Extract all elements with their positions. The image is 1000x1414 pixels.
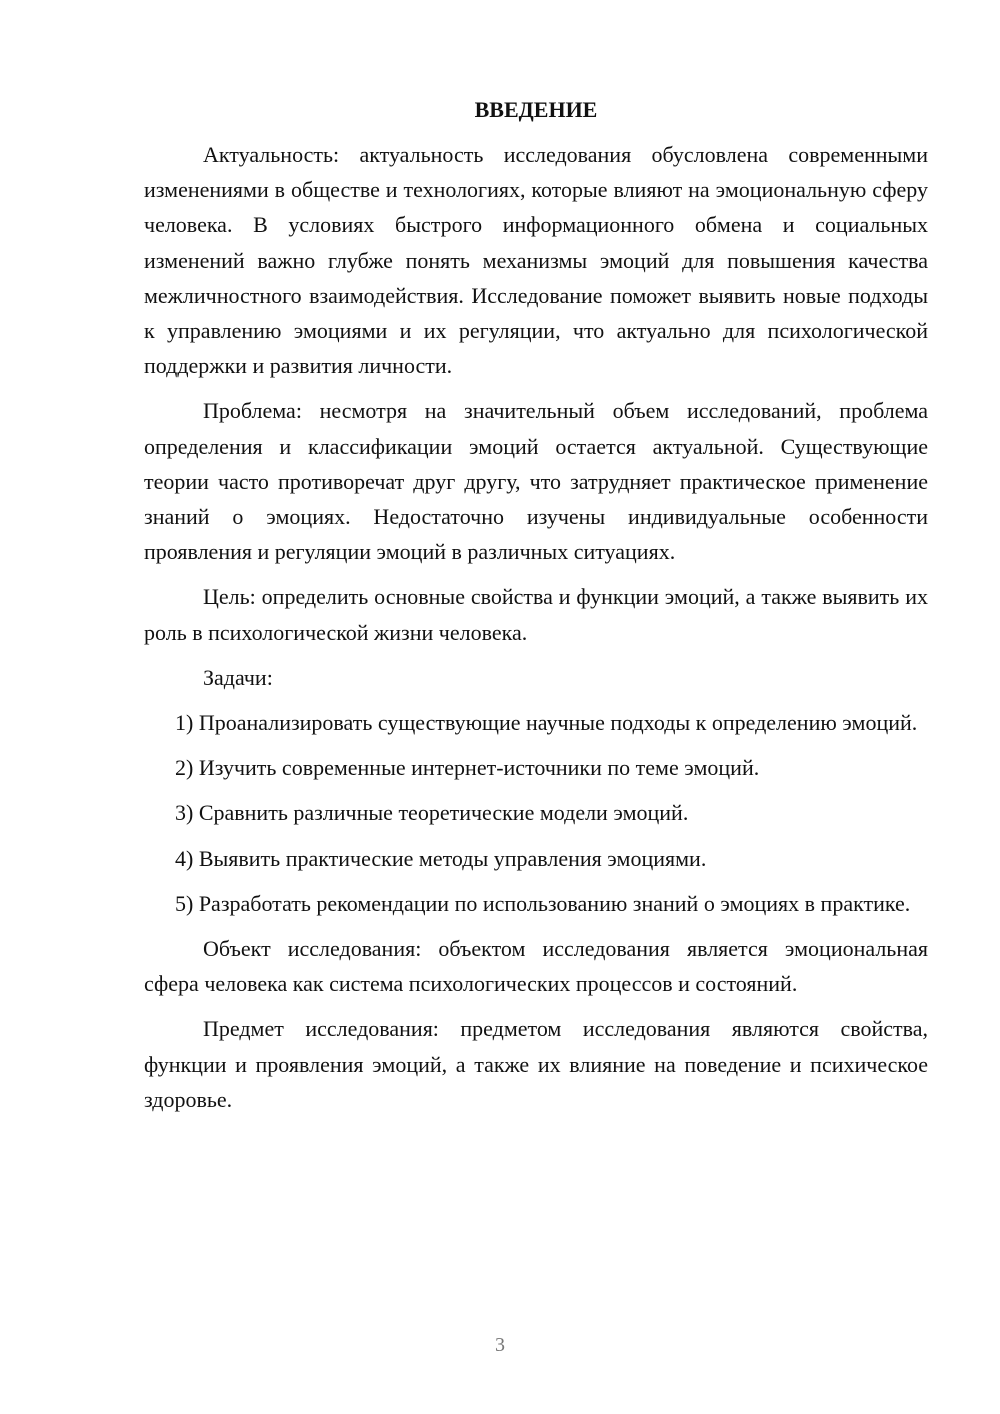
task-item-3: 3) Сравнить различные теоретические модели эмоций.: [175, 800, 689, 826]
task-item-4: 4) Выявить практические методы управления эмоциями.: [175, 845, 707, 871]
goal-paragraph: Цель: определить основные свойства и функции эмоций, а также выявить их роль в психологической жизни человека.: [144, 584, 928, 645]
task-item-2: 2) Изучить современные интернет-источники по теме эмоций.: [175, 755, 760, 781]
object-paragraph: Объект исследования: объектом исследования является эмоциональная сфера человека как система психологических процессов и состояний.: [144, 936, 928, 997]
page-content: [144, 92, 928, 1117]
tasks-list: [144, 705, 928, 921]
tasks-heading: Задачи:: [203, 664, 273, 690]
subject-paragraph: Предмет исследования: предметом исследования являются свойства, функции и проявления эмоций, а также их влияние на поведение и психическое здоровье.: [144, 1016, 928, 1112]
page-title: ВВЕДЕНИЕ: [474, 97, 598, 122]
relevance-paragraph: Актуальность: актуальность исследования обусловлена современными изменениями в обществе и технологиях, которые влияют на эмоциональную сферу человека. В условиях быстрого информационного обмена и социальных изменений важно глубже понять механизмы эмоций для повышения качества межличностного взаимодействия. Исследование поможет выявить новые подходы к управлению эмоциями и их регуляции, что актуально для психологической поддержки и развития личности.: [144, 142, 928, 379]
task-item-1: 1) Проанализировать существующие научные подходы к определению эмоций.: [175, 710, 918, 736]
page-number: 3: [495, 1334, 505, 1356]
problem-paragraph: Проблема: несмотря на значительный объем исследований, проблема определения и классификации эмоций остается актуальной. Существующие теории часто противоречат друг другу, что затрудняет практическое применение знаний о эмоциях. Недостаточно изучены индивидуальные особенности проявления и регуляции эмоций в различных ситуациях.: [144, 398, 928, 565]
task-item-5: 5) Разработать рекомендации по использованию знаний о эмоциях в практике.: [175, 890, 911, 916]
